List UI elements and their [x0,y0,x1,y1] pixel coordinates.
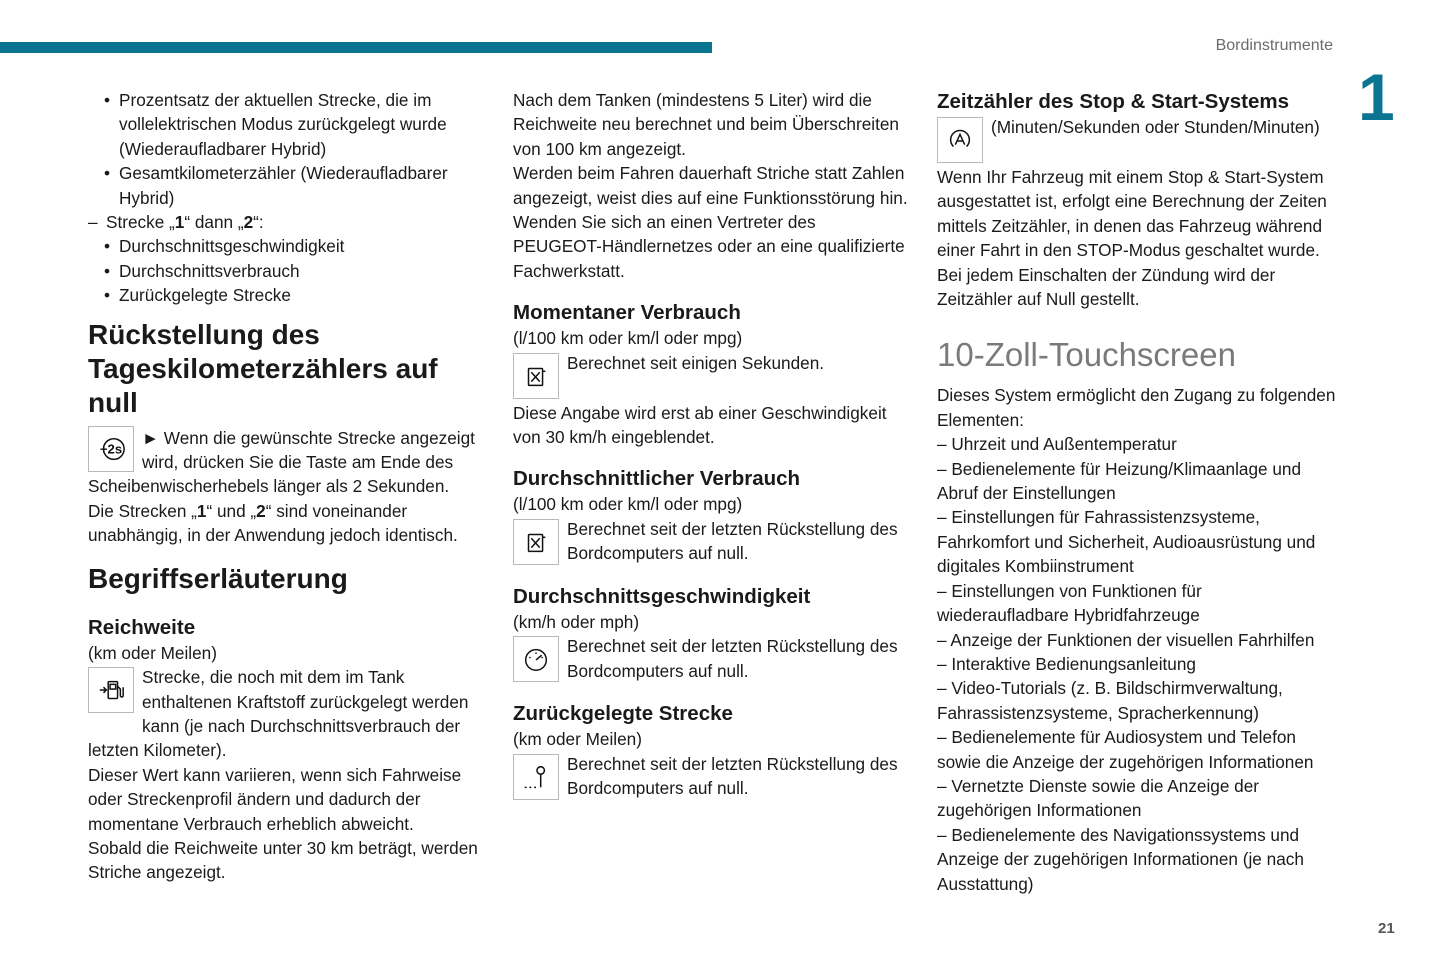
avg-speed-units: (km/h oder mph) [513,611,640,632]
instant-consumption-note: Diese Angabe wird erst ab einer Geschwindigkeit von 30 km/h eingeblendet. [513,402,887,448]
instant-consumption-units: (l/100 km oder km/l oder mpg) [513,328,743,349]
stop-start-heading: Zeitzähler des Stop & Start-Systems [937,90,1290,113]
reset-icon-label: +2s [99,441,123,457]
range-dashes-text: Sobald die Reichweite unter 30 km beträgt, werden Striche angezeigt. [88,837,478,883]
instant-consumption-block [513,351,908,401]
glossary-heading: Begriffserläuterung [88,562,348,594]
speedometer-icon [513,636,559,682]
touchscreen-item: – Bedienelemente für Audiosystem und Telefon sowie die Anzeige der zugehörigen Informationen [937,725,1337,774]
reset-2s-icon [88,426,134,472]
bullet-item: • Durchschnittsverbrauch [88,259,488,283]
malfunction-text: Werden beim Fahren dauerhaft Striche statt Zahlen angezeigt, weist dies auf eine Funktionsstörung hin. Wenden Sie sich an einen Vertreter des PEUGEOT-Händlernetzes oder an eine qualifizierte Fachwerkstatt. [513,163,908,281]
range-block [88,665,488,763]
touchscreen-item: – Bedienelemente für Heizung/Klimaanlage und Abruf der Einstellungen [937,457,1337,506]
distance-text: Berechnet seit der letzten Rückstellung des Bordcomputers auf null. [567,753,898,799]
column-left [88,88,488,885]
avg-consumption-block [513,517,908,567]
fuel-range-icon [88,667,134,713]
chapter-number: 1 [1358,60,1395,134]
fuel-consumption-icon [513,519,559,565]
page-number: 21 [1378,920,1395,937]
stop-start-units: (Minuten/Sekunden oder Stunden/Minuten) [991,117,1320,137]
range-heading: Reichweite [88,615,196,639]
column-middle [513,88,908,802]
touchscreen-item: – Einstellungen für Fahrassistenzsysteme, Fahrkomfort und Sicherheit, Audioausrüstung und digitales Kombiinstrument [937,505,1337,578]
distance-units: (km oder Meilen) [513,729,642,750]
stop-start-block [937,115,1337,165]
refuel-text: Nach dem Tanken (mindestens 5 Liter) wird die Reichweite neu berechnet und beim Überschreiten von 100 km angezeigt. [513,90,899,159]
stop-start-reset-text: Bei jedem Einschalten der Zündung wird der Zeitzähler auf Null gestellt. [937,264,1276,310]
avg-consumption-text: Berechnet seit der letzten Rückstellung des Bordcomputers auf null. [567,518,898,564]
reset-text: ► Wenn die gewünschte Strecke angezeigt wird, drücken Sie die Taste am Ende des Scheibenwischerhebels länger als 2 Sekunden. [88,427,475,497]
avg-speed-block [513,634,908,684]
bullet-item: • Durchschnittsgeschwindigkeit [88,234,488,258]
avg-speed-text: Berechnet seit der letzten Rückstellung des Bordcomputers auf null. [567,636,898,681]
range-units: (km oder Meilen) [88,642,217,663]
fuel-consumption-icon [513,353,559,399]
running-header: Bordinstrumente [1215,37,1333,54]
strecke-line: – Strecke „1“ dann „2“: [88,210,488,234]
stop-start-icon [937,117,983,163]
distance-heading: Zurückgelegte Strecke [513,702,733,726]
bullet-item: • Prozentsatz der aktuellen Strecke, die im vollelektrischen Modus zurückgelegt wurde (Wiederaufladbarer Hybrid) [88,88,488,161]
header-accent-bar [0,42,712,53]
touchscreen-heading: 10-Zoll-Touchscreen [937,336,1236,374]
touchscreen-item: – Vernetzte Dienste sowie die Anzeige der zugehörigen Informationen [937,774,1337,823]
touchscreen-item: – Uhrzeit und Außentemperatur [937,432,1337,456]
instant-consumption-text: Berechnet seit einigen Sekunden. [567,352,825,373]
bullet-item: • Zurückgelegte Strecke [88,283,488,307]
range-text: Strecke, die noch mit dem im Tank enthaltenen Kraftstoff zurückgelegt werden kann (je nach Durchschnittsverbrauch der letzten Kilometer). [88,667,469,761]
instant-consumption-heading: Momentaner Verbrauch [513,301,741,325]
touchscreen-item: – Interaktive Bedienungsanleitung [937,652,1337,676]
bullet-item: • Gesamtkilometerzähler (Wiederaufladbarer Hybrid) [88,161,488,210]
distance-block [513,752,908,802]
avg-consumption-heading: Durchschnittlicher Verbrauch [513,467,801,491]
avg-speed-heading: Durchschnittsgeschwindigkeit [513,584,811,608]
reset-heading: Rückstellung des Tageskilometerzählers auf null [88,318,438,418]
touchscreen-item: – Einstellungen von Funktionen für wiederaufladbare Hybridfahrzeuge [937,579,1337,628]
reset-block [88,426,488,499]
range-variation-text: Dieser Wert kann variieren, wenn sich Fahrweise oder Streckenprofil ändern und dadurch der momentane Verbrauch erheblich abweicht. [88,764,462,834]
avg-consumption-units: (l/100 km oder km/l oder mpg) [513,494,743,515]
touchscreen-item: – Bedienelemente des Navigationssystems und Anzeige der zugehörigen Informationen (je nach Ausstattung) [937,823,1337,896]
touchscreen-item: – Anzeige der Funktionen der visuellen Fahrhilfen [937,628,1337,652]
touchscreen-item: – Video-Tutorials (z. B. Bildschirmverwaltung, Fahrassistenzsysteme, Spracherkennung) [937,676,1337,725]
stop-start-text: Wenn Ihr Fahrzeug mit einem Stop & Start-System ausgestattet ist, erfolgt eine Berechnung der Zeiten mittels Zeitzähler, in denen das Fahrzeug während einer Fahrt in den STOP-Modus geschaltet wurde. [937,167,1327,261]
distance-pin-icon [513,754,559,800]
column-right [937,88,1337,896]
touchscreen-intro: Dieses System ermöglicht den Zugang zu folgenden Elementen: [937,385,1336,430]
reset-independence-text: Die Strecken „1“ und „2“ sind voneinander unabhängig, in der Anwendung jedoch identisch. [88,500,458,546]
